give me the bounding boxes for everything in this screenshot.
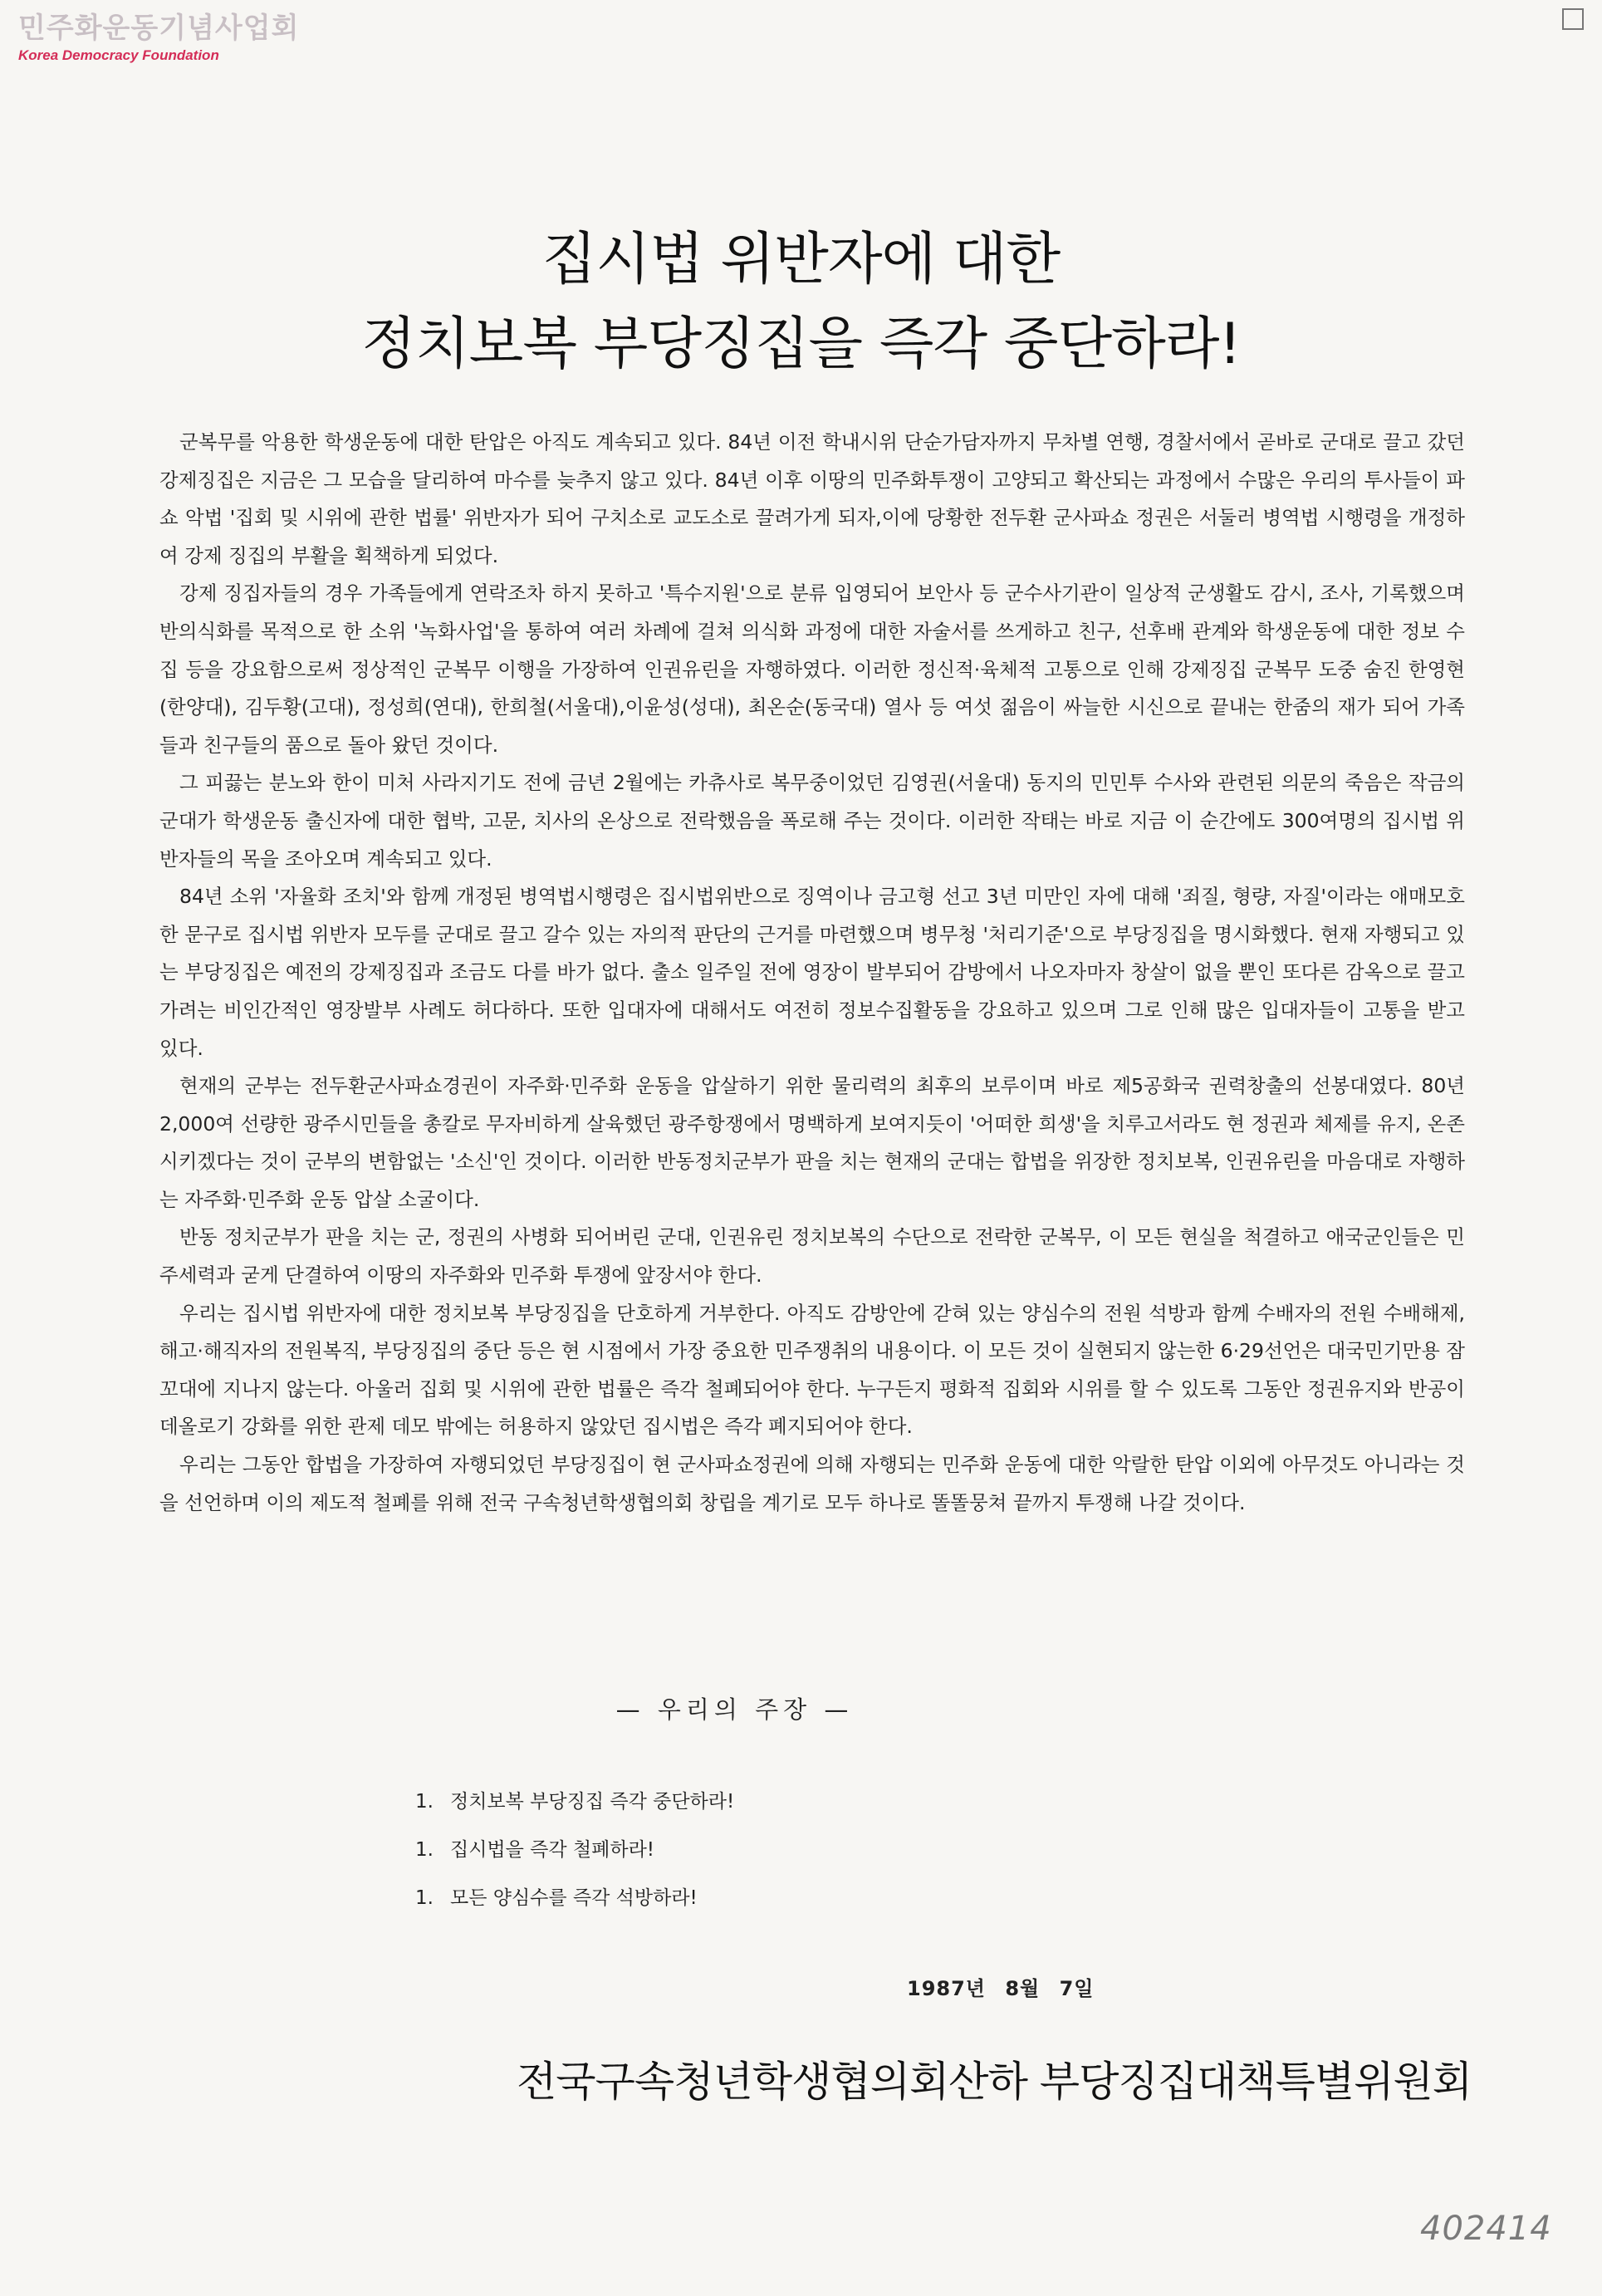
- body-text: [159, 424, 1465, 1522]
- claim-text: 모든 양심수를 즉각 석방하라!: [450, 1887, 698, 1909]
- claim-item: [415, 1826, 734, 1874]
- paragraph: 우리는 그동안 합법을 가장하여 자행되었던 부당징집이 현 군사파쇼정권에 의해 자행되는 민주화 운동에 대한 악랄한 탄압 이외에 아무것도 아니라는 것을 선언하며 이의 제도적 철폐를 위해 전국 구속청년학생협의회 창립을 계기로 모두 하나로 똘똘뭉쳐 끝까지 투쟁해 나갈 것이다.: [159, 1453, 1465, 1514]
- claim-text: 집시법을 즉각 철폐하라!: [450, 1839, 655, 1861]
- paragraph: 군복무를 악용한 학생운동에 대한 탄압은 아직도 계속되고 있다. 84년 이전 학내시위 단순가담자까지 무차별 연행, 경찰서에서 곧바로 군대로 끌고 갔던 강제징집은 지금은 그 모습을 달리하여 마수를 늦추지 않고 있다. 84년 이후 이땅의 민주화투쟁이 고양되고 확산되는 과정에서 수많은 우리의 투사들이 파쇼 악법 '집회 및 시위에 관한 법률' 위반자가 되어 구치소로 교도소로 끌려가게 되자,이에 당황한 전두환 군사파쇼 정권은 서둘러 병역법 시행령을 개정하여 강제 징집의 부활을 획책하게 되었다.: [159, 430, 1465, 567]
- paragraph: 우리는 집시법 위반자에 대한 정치보복 부당징집을 단호하게 거부한다. 아직도 감방안에 갇혀 있는 양심수의 전원 석방과 함께 수배자의 전원 수배해제, 해고·해직자의 전원복직, 부당징집의 중단 등은 현 시점에서 가장 중요한 민주쟁취의 내용이다. 이 모든 것이 실현되지 않는한 6·29선언은 대국민기만용 잠꼬대에 지나지 않는다. 아울러 집회 및 시위에 관한 법률은 즉각 철폐되어야 한다. 누구든지 평화적 집회와 시위를 할 수 있도록 그동안 정권유지와 반공이데올로기 강화를 위한 관제 데모 밖에는 허용하지 않았던 집시법은 즉각 폐지되어야 한다.: [159, 1301, 1465, 1439]
- watermark-korean: 민주화운동기념사업회: [18, 12, 300, 45]
- paragraph: 현재의 군부는 전두환군사파쇼경권이 자주화·민주화 운동을 압살하기 위한 물리력의 최후의 보루이며 바로 제5공화국 권력창출의 선봉대였다. 80년 2,000여 선량한 광주시민들을 총칼로 무자비하게 살육했던 광주항쟁에서 명백하게 보여지듯이 '어떠한 희생'을 치루고서라도 현 정권과 체제를 유지, 온존시키겠다는 것이 군부의 변함없는 '소신'인 것이다. 이러한 반동정치군부가 판을 치는 현재의 군대는 합법을 위장한 정치보복, 인권유린을 마음대로 자행하는 자주화·민주화 운동 압살 소굴이다.: [159, 1074, 1465, 1211]
- claims-list: [415, 1778, 734, 1922]
- claim-number: 1.: [415, 1791, 434, 1813]
- claim-number: 1.: [415, 1887, 434, 1909]
- paragraph: 강제 징집자들의 경우 가족들에게 연락조차 하지 못하고 '특수지원'으로 분류 입영되어 보안사 등 군수사기관이 일상적 군생활도 감시, 조사, 기록했으며 반의식화를 목적으로 한 소위 '녹화사업'을 통하여 여러 차례에 걸쳐 의식화 과정에 대한 자술서를 쓰게하고 친구, 선후배 관계와 학생운동에 대한 정보 수집 등을 강요함으로써 정상적인 군복무 이행을 가장하여 인권유린을 자행하였다. 이러한 정신적·육체적 고통으로 인해 강제징집 군복무 도중 숨진 한영현(한양대), 김두황(고대), 정성희(연대), 한희철(서울대),이윤성(성대), 최온순(동국대) 열사 등 여섯 젊음이 싸늘한 시신으로 끝내는 한줌의 재가 되어 가족들과 친구들의 품으로 돌아 왔던 것이다.: [159, 581, 1465, 757]
- document-date: 1987년 8월 7일: [907, 1977, 1095, 2000]
- title-line-2: 정치보복 부당징집을 즉각 중단하라!: [361, 312, 1241, 377]
- issuing-organization: 전국구속청년학생협의회산하 부당징집대책특별위원회: [517, 2058, 1472, 2106]
- title-line-1: 집시법 위반자에 대한: [541, 227, 1061, 292]
- paragraph: 반동 정치군부가 판을 치는 군, 정권의 사병화 되어버린 군대, 인권유린 정치보복의 수단으로 전락한 군복무, 이 모든 현실을 척결하고 애국군인들은 민주세력과 굳게 단결하여 이땅의 자주화와 민주화 투쟁에 앞장서야 한다.: [159, 1225, 1465, 1288]
- claim-item: [415, 1874, 734, 1922]
- paragraph: 그 피끓는 분노와 한이 미처 사라지기도 전에 금년 2월에는 카츄사로 복무중이었던 김영권(서울대) 동지의 민민투 수사와 관련된 의문의 죽음은 작금의 군대가 학생운동 출신자에 대한 협박, 고문, 치사의 온상으로 전락했음을 폭로해 주는 것이다. 이러한 작태는 바로 지금 이 순간에도 300여명의 집시법 위반자들의 목을 조아오며 계속되고 있다.: [159, 771, 1465, 871]
- archive-number: 402414: [1420, 2210, 1552, 2248]
- claims-heading: — 우리의 주장 —: [615, 1695, 854, 1724]
- document-title: [0, 218, 1602, 387]
- claim-text: 정치보복 부당징집 즉각 중단하라!: [450, 1791, 735, 1813]
- foundation-watermark: [18, 12, 299, 65]
- claim-number: 1.: [415, 1839, 434, 1861]
- claim-item: [415, 1778, 734, 1826]
- watermark-english: Korea Democracy Foundation: [18, 47, 219, 63]
- paragraph: 84년 소위 '자율화 조치'와 함께 개정된 병역법시행령은 집시법위반으로 징역이나 금고형 선고 3년 미만인 자에 대해 '죄질, 형량, 자질'이라는 애매모호한 문구로 집시법 위반자 모두를 군대로 끌고 갈수 있는 자의적 판단의 근거를 마련했으며 병무청 '처리기준'으로 부당징집을 명시화했다. 현재 자행되고 있는 부당징집은 예전의 강제징집과 조금도 다를 바가 없다. 출소 일주일 전에 영장이 발부되어 감방에서 나오자마자 창살이 없을 뿐인 또다른 감옥으로 끌고 가려는 비인간적인 영장발부 사례도 허다하다. 또한 입대자에 대해서도 여전히 정보수집활동을 강요하고 있으며 그로 인해 많은 입대자들이 고통을 받고 있다.: [159, 885, 1465, 1060]
- corner-registration-mark: [1562, 8, 1584, 30]
